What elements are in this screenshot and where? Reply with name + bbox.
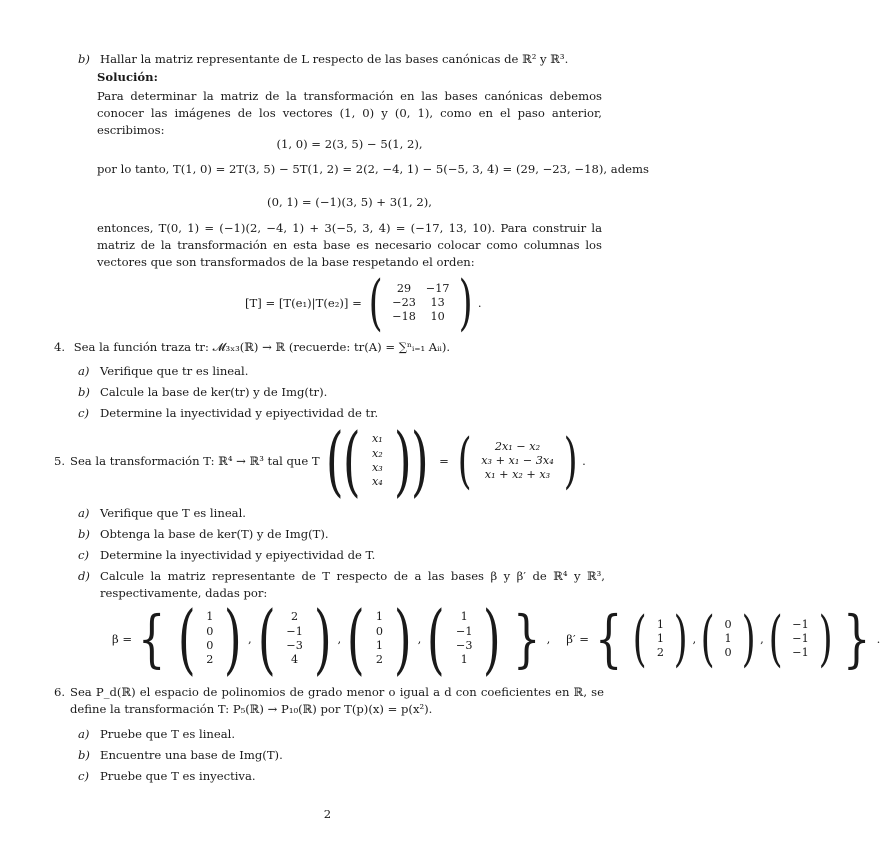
right-paren: ) (459, 268, 474, 338)
vector-row (201, 639, 218, 653)
q4-item-label: a) (78, 364, 90, 378)
por-lo-tanto-line: por lo tanto, T(1, 0) = 2T(3, 5) − 5T(1, 2) = 2(2, −4, 1) − 5(−5, 3, 4) = (29, −23, −18), adems (97, 162, 649, 176)
vector-cell: 2 (375, 653, 383, 667)
q5-item-label: d) (78, 569, 90, 583)
left-paren: ( (700, 604, 715, 674)
part-b-statement: Hallar la matriz representante de L respecto de las bases canónicas de ℝ² y ℝ³. (100, 52, 569, 66)
left-paren: ( (257, 594, 276, 683)
output-vector-table (476, 440, 558, 483)
vector-cell: x₃ (371, 461, 383, 474)
vector-cell: 1 (375, 610, 383, 624)
left-paren: ( (343, 416, 362, 505)
q5-item-label: b) (78, 527, 90, 541)
vector-row (371, 625, 388, 639)
beta-vector (172, 594, 248, 683)
beta-vector (252, 594, 338, 683)
separator-comma: , (248, 631, 252, 646)
vector-row (371, 653, 388, 667)
vector-cell: −1 (455, 624, 473, 638)
right-paren: ) (563, 426, 578, 496)
vector-cell: −1 (286, 624, 303, 638)
vector-row (281, 653, 308, 667)
vector-cell: 2x₁ − x₂ (494, 439, 541, 453)
vector-cell: 1 (375, 639, 383, 652)
matrix-cell: 10 (430, 310, 445, 324)
vector-cell: 0 (375, 624, 383, 638)
q6-item-label: b) (78, 748, 90, 762)
vector-row (652, 646, 669, 660)
q4-item-text: Determine la inyectividad y epiyectividad de tr. (100, 406, 379, 420)
matrix-lhs: [T] = [T(e₁)|T(e₂)] = (245, 295, 362, 310)
q5-statement: Sea la transformación T: ℝ⁴ → ℝ³ tal que T (70, 453, 320, 468)
q4-statement: Sea la función traza tr: 𝓜₃ₓ₃(ℝ) → ℝ (recuerde: tr(A) = ∑ⁿᵢ₌₁ Aᵢᵢ). (73, 340, 451, 354)
vector-cell: x₄ (371, 475, 383, 489)
beta-prime-label: β′ = (566, 631, 590, 646)
vector-row (652, 618, 669, 632)
vector-row (787, 646, 814, 660)
beta-vector-table (371, 610, 388, 667)
q5-item-text: Obtenga la base de ker(T) y de Img(T). (100, 527, 329, 541)
beta-vector-table (451, 610, 478, 667)
separator-comma: , (546, 631, 551, 646)
beta-vector-table (281, 610, 308, 667)
vector-row (201, 610, 218, 624)
vector-cell: 2 (291, 610, 299, 624)
q6-item-label: a) (78, 727, 90, 741)
vector-row (367, 475, 388, 489)
beta-prime-vector-table (787, 618, 814, 661)
vector-row (787, 618, 814, 632)
q6-item (78, 768, 256, 785)
vector-row (371, 610, 388, 624)
part-b-statement-row (78, 51, 598, 68)
vector-cell: 0 (206, 639, 214, 652)
beta-vector (341, 594, 417, 683)
equation-2: (0, 1) = (−1)(3, 5) + 3(1, 2), (267, 195, 432, 209)
separator-comma: , (417, 631, 422, 646)
vector-row (367, 461, 388, 475)
vector-cell: x₂ (371, 446, 383, 460)
q6-number: 6. (54, 685, 66, 699)
q4-statement-row (54, 339, 604, 356)
bases-row (112, 594, 880, 683)
input-vector-table (367, 432, 388, 489)
right-brace: } (843, 602, 871, 675)
vector-row (367, 432, 388, 446)
vector-cell: −1 (792, 617, 809, 631)
vector-row (720, 646, 737, 660)
vector-cell: x₁ + x₂ + x₃ (484, 468, 551, 482)
q6-statement: Sea P_d(ℝ) el espacio de polinomios de grado menor o igual a d con coeficientes en ℝ, se define la transformación T: P₅(ℝ) → P₁₀(ℝ) por T(p)(x) = p(x²). (70, 685, 604, 716)
q5-input-vector (320, 416, 435, 505)
q6-item-text: Pruebe que T es lineal. (100, 727, 236, 741)
q5-item-text: Calcule la matriz representante de T respecto de a las bases β y β′ de ℝ⁴ y ℝ³, respectivamente, dadas por: (100, 569, 605, 600)
matrix-cell: −23 (392, 295, 416, 309)
right-paren: ) (393, 416, 412, 505)
separator-comma: , (337, 631, 342, 646)
q4-item (78, 384, 327, 401)
q6-item (78, 747, 283, 764)
vector-row (451, 653, 478, 667)
left-brace: { (594, 602, 623, 675)
vector-cell: 1 (724, 631, 732, 645)
q5-item-label: a) (78, 506, 90, 520)
vector-cell: 0 (206, 624, 214, 638)
q4-item (78, 363, 248, 380)
q5-output-vector (453, 426, 582, 496)
q4-item-text: Verifique que tr es lineal. (100, 364, 249, 378)
right-paren: ) (224, 594, 243, 683)
vector-row (281, 639, 308, 653)
vector-cell: 0 (724, 646, 732, 660)
matrix-cell: 29 (396, 281, 412, 295)
vector-row (451, 625, 478, 639)
q4-item-text: Calcule la base de ker(tr) y de Img(tr). (100, 385, 328, 399)
q4-item-label: b) (78, 385, 90, 399)
right-brace: } (513, 602, 541, 675)
vector-cell: −3 (455, 639, 473, 652)
vector-row (281, 610, 308, 624)
vector-cell: −1 (792, 631, 809, 645)
vector-cell: 1 (656, 617, 665, 631)
vector-cell: 1 (656, 631, 665, 645)
left-paren: ( (325, 416, 344, 505)
right-paren: ) (393, 594, 412, 683)
vector-row (476, 440, 558, 454)
beta-prime-vector (696, 604, 760, 674)
left-paren: ( (347, 594, 365, 683)
matrix-cell: 13 (430, 295, 445, 309)
q5-item (78, 505, 246, 522)
right-paren: ) (313, 594, 332, 683)
right-paren: ) (673, 604, 688, 674)
vector-row (201, 625, 218, 639)
vector-row (652, 632, 669, 646)
beta-prime-vector-table (720, 618, 737, 661)
matrix-body (364, 268, 478, 338)
q5-statement-row (54, 416, 614, 505)
q6-item-label: c) (78, 769, 90, 783)
matrix-cell: −18 (392, 310, 416, 324)
vector-row (787, 632, 814, 646)
left-brace: { (138, 602, 166, 675)
vector-cell: −3 (286, 639, 303, 652)
part-b-label: b) (78, 52, 90, 66)
right-paren: ) (483, 594, 502, 683)
beta-prime-vector (628, 604, 692, 674)
vector-row (281, 625, 308, 639)
left-paren: ( (768, 604, 783, 674)
equals-sign: = (439, 453, 449, 468)
vector-row (371, 639, 388, 653)
vector-row (476, 454, 558, 468)
q4-item-label: c) (78, 406, 90, 420)
transformation-matrix (245, 268, 505, 338)
vector-cell: x₃ + x₁ − 3x₄ (481, 453, 554, 467)
entonces-paragraph: entonces, T(0, 1) = (−1)(2, −4, 1) + 3(−5, 3, 4) = (−17, 13, 10). Para construir la matriz de la transformación en esta base es necesario colocar como columnas los vectores que son transformados de la base respetando el orden: (97, 221, 602, 269)
matrix-row (387, 296, 454, 310)
matrix-period: . (477, 295, 482, 310)
vector-cell: 1 (460, 610, 468, 624)
q6-statement-row (54, 684, 604, 718)
separator-comma: , (760, 631, 764, 646)
right-paren: ) (411, 416, 430, 505)
beta-vector-table (201, 610, 218, 667)
solucion-intro: Para determinar la matriz de la transformación en las bases canónicas debemos conocer las imágenes de los vectores (1, 0) y (0, 1), como en el paso anterior, escribimos: (97, 89, 602, 137)
q5-item (78, 568, 605, 602)
solucion-heading: Solución: (97, 70, 158, 84)
matrix-cell: −17 (425, 281, 450, 295)
beta-vector (421, 594, 507, 683)
q5-item-label: c) (78, 548, 90, 562)
matrix-table (387, 282, 454, 325)
vector-cell: −1 (792, 646, 809, 660)
separator-comma: , (692, 631, 697, 646)
matrix-row (387, 310, 454, 324)
vector-row (201, 653, 218, 667)
vector-cell: 2 (656, 646, 665, 660)
vector-cell: 4 (291, 653, 299, 667)
q4-number: 4. (54, 340, 66, 354)
page-number: 2 (323, 807, 332, 821)
q5-number: 5. (54, 453, 66, 468)
q6-item (78, 726, 235, 743)
q5-item-text: Determine la inyectividad y epiyectividad de T. (100, 548, 376, 562)
vector-cell: 1 (206, 610, 214, 624)
vector-row (451, 610, 478, 624)
vector-row (720, 618, 737, 632)
left-paren: ( (457, 426, 472, 496)
beta-label: β = (112, 631, 133, 646)
beta-prime-vector-table (652, 618, 669, 661)
matrix-row (387, 282, 454, 296)
q5-item-text: Verifique que T es lineal. (100, 506, 246, 520)
vector-cell: x₁ (371, 432, 383, 446)
vector-cell: 2 (206, 653, 214, 667)
vector-row (720, 632, 737, 646)
vector-row (476, 468, 558, 482)
vector-row (367, 447, 388, 461)
vector-cell: 0 (724, 617, 732, 631)
beta-prime-vector (764, 604, 837, 674)
equation-1: (1, 0) = 2(3, 5) − 5(1, 2), (276, 137, 423, 151)
q6-item-text: Pruebe que T es inyectiva. (100, 769, 256, 783)
q5-item (78, 526, 329, 543)
right-paren: ) (741, 604, 756, 674)
vector-cell: 1 (460, 653, 468, 667)
q5-period: . (582, 453, 586, 468)
right-paren: ) (818, 604, 833, 674)
left-paren: ( (177, 594, 196, 683)
left-paren: ( (427, 594, 446, 683)
vector-row (451, 639, 478, 653)
q5-item (78, 547, 375, 564)
bases-period: . (876, 631, 880, 646)
left-paren: ( (368, 268, 383, 338)
left-paren: ( (633, 604, 648, 674)
q6-item-text: Encuentre una base de Img(T). (100, 748, 283, 762)
